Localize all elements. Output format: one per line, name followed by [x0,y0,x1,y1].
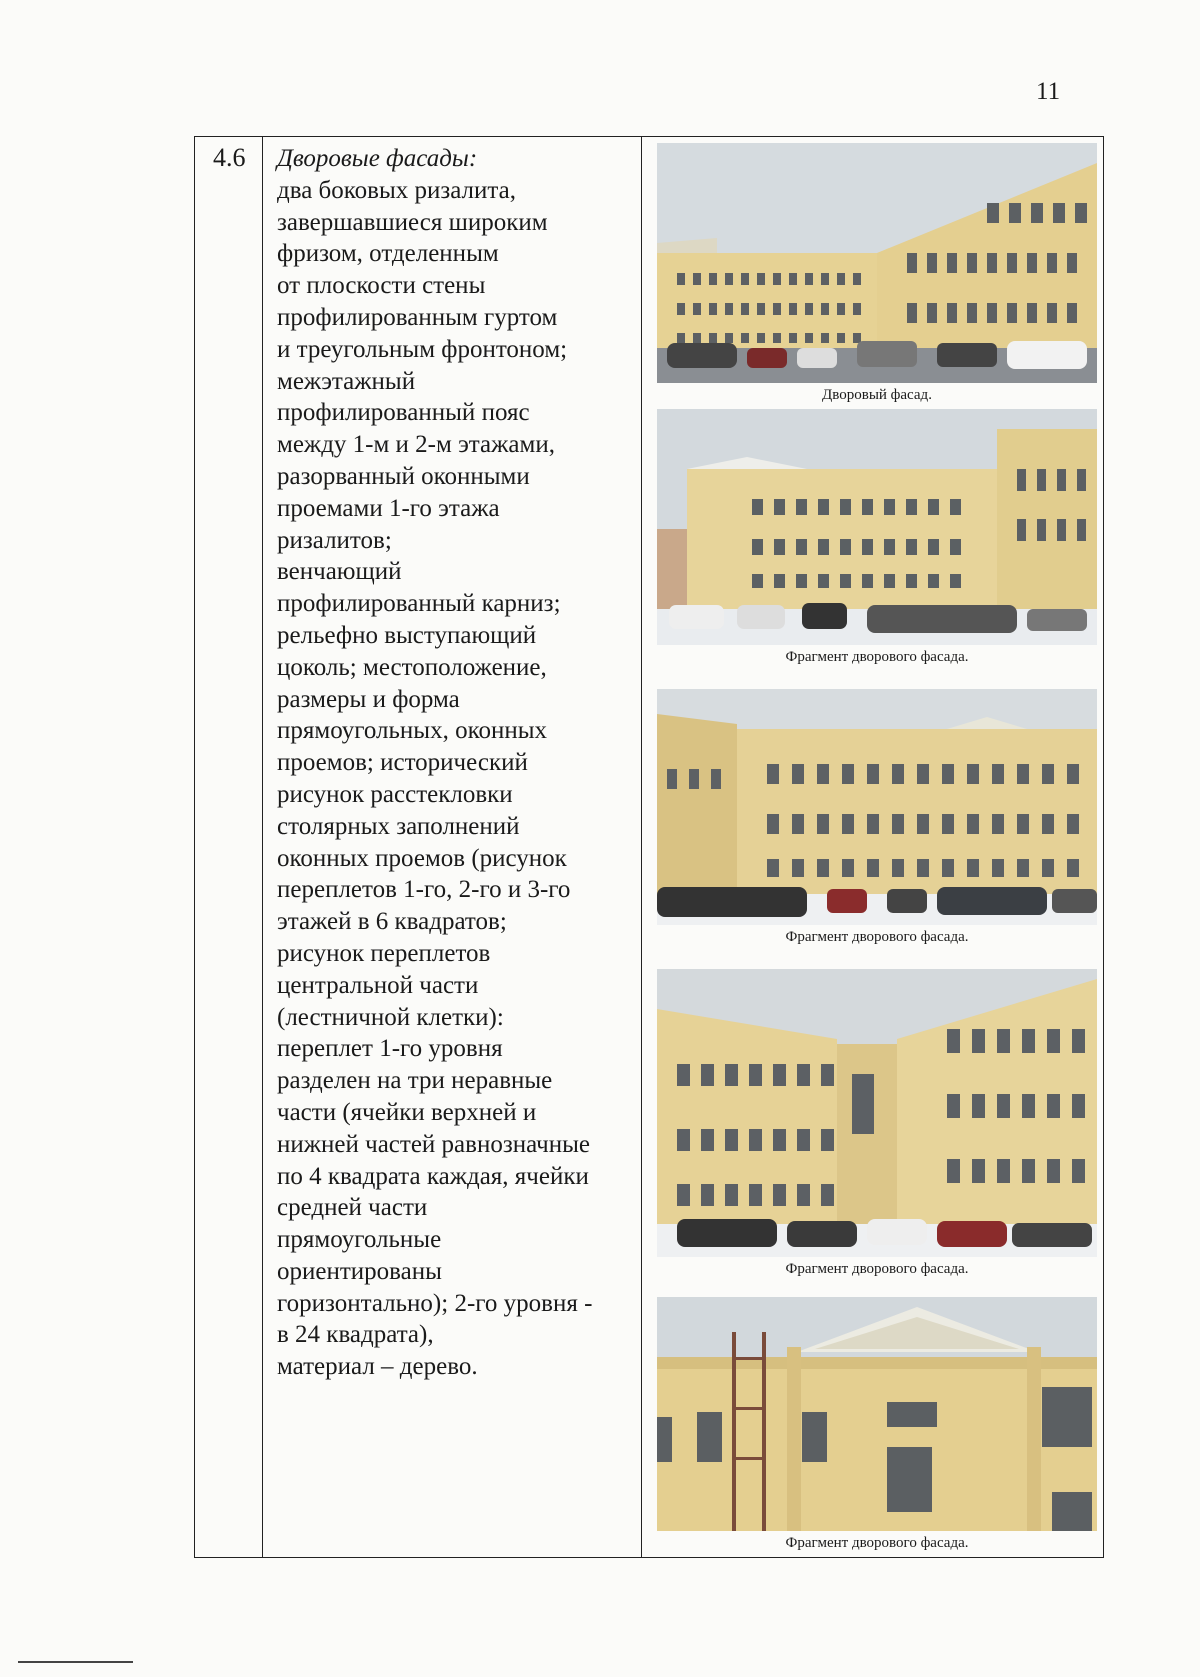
description-line: профилированным гуртом [277,303,558,331]
row-heading: Дворовые фасады: [277,145,478,172]
description-line: этажей в 6 квадратов; [277,908,507,936]
photo-caption: Фрагмент дворового фасада. [785,1261,969,1277]
description-line: прямоугольных, оконных [277,717,548,745]
page-number: 11 [1036,78,1061,105]
description-line: переплетов 1-го, 2-го и 3-го [277,876,571,904]
description-line: фризом, отделенным [277,240,499,268]
description-line: проемов; исторический [277,749,528,777]
column-divider [641,137,642,1557]
description-line: от плоскости стены [277,272,486,300]
description-line: проемами 1-го этажа [277,494,500,522]
description-line: в 24 квадрата), [277,1321,434,1349]
description-line: части (ячейки верхней и [277,1098,537,1126]
photo-caption: Фрагмент дворового фасада. [785,929,969,945]
description-line: профилированный карниз; [277,590,561,618]
description-line: материал – дерево. [277,1353,478,1381]
description-line: (лестничной клетки): [277,1003,504,1031]
description-line: переплет 1-го уровня [277,1035,503,1063]
description-line: ризалитов; [277,526,392,554]
description-line: разделен на три неравные [277,1067,553,1095]
description-line: прямоугольные [277,1226,442,1254]
description-line: разорванный оконными [277,462,530,490]
description-line: рисунок переплетов [277,939,491,967]
description-line: центральной части [277,971,479,999]
photo-facade-fragment [657,969,1097,1257]
description-line: цоколь; местоположение, [277,653,547,681]
description-line: ориентированы [277,1257,442,1285]
photo-caption: Фрагмент дворового фасада. [785,1535,969,1551]
facade-fragment-image-3 [657,969,1097,1257]
courtyard-facade-image [657,143,1097,383]
facade-table [194,136,1104,1558]
facade-fragment-image-4 [657,1297,1097,1531]
facade-fragment-image [657,409,1097,645]
footer-rule [18,1661,133,1663]
photo-facade-fragment [657,409,1097,645]
description-line: межэтажный [277,367,416,395]
facade-fragment-image-2 [657,689,1097,925]
photo-courtyard-facade [657,143,1097,383]
description-line: венчающий [277,558,402,586]
photo-facade-fragment [657,1297,1097,1531]
description-line: по 4 квадрата каждая, ячейки [277,1162,589,1190]
photo-caption: Фрагмент дворового фасада. [785,649,969,665]
row-number: 4.6 [213,143,246,172]
description-line: рисунок расстекловки [277,780,513,808]
description-line: горизонтально); 2-го уровня - [277,1289,593,1317]
description-line: профилированный пояс [277,399,530,427]
description-line: оконных проемов (рисунок [277,844,567,872]
column-divider [262,137,263,1557]
description-line: средней части [277,1194,428,1222]
description-line: и треугольным фронтоном; [277,335,568,363]
description-line: размеры и форма [277,685,460,713]
photo-facade-fragment [657,689,1097,925]
description-line: два боковых ризалита, [277,176,516,204]
description-line: нижней частей равнозначные [277,1130,591,1158]
photo-caption: Дворовый фасад. [822,387,932,403]
description-lines [277,175,627,1383]
row-description [277,143,627,1383]
description-line: столярных заполнений [277,812,520,840]
description-line: завершавшиеся широким [277,208,548,236]
description-line: рельефно выступающий [277,621,537,649]
description-line: между 1-м и 2-м этажами, [277,431,555,459]
